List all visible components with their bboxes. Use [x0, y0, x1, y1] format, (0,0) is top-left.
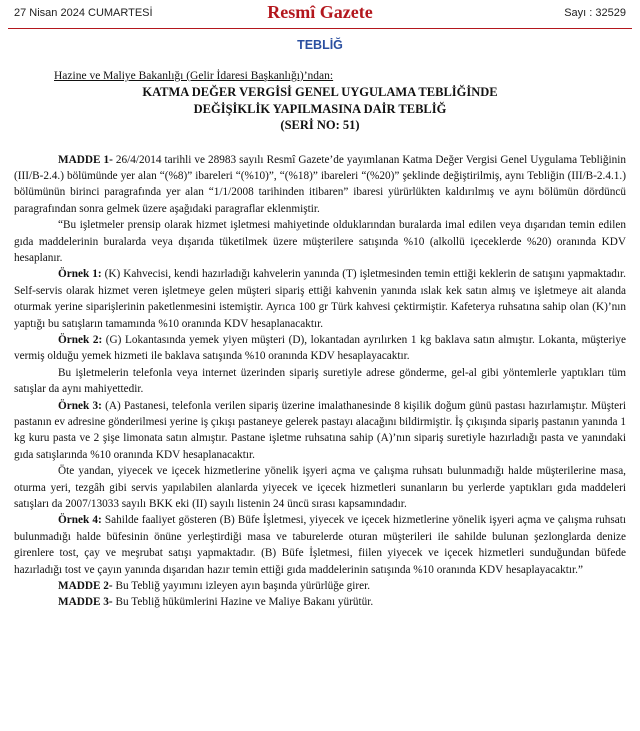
- example-3: [14, 398, 626, 464]
- paragraph: [14, 463, 626, 512]
- title-line: KATMA DEĞER VERGİSİ GENEL UYGULAMA TEBLİĞİNDE: [142, 85, 498, 99]
- section-heading: TEBLİĞ: [297, 38, 343, 52]
- example-lead: Örnek 2:: [58, 333, 103, 346]
- example-lead: Örnek 3:: [58, 399, 102, 412]
- article-lead: MADDE 1-: [58, 153, 113, 166]
- series-number: (SERİ NO: 51): [280, 118, 360, 132]
- article-lead: MADDE 3-: [58, 596, 113, 609]
- paragraph-text: (G) Lokantasında yemek yiyen müşteri (D), lokantadan ayrılırken 1 kg baklava satın almıştır. Lokanta, müşteriye vermiş olduğu yemek hizmeti ile baklava satışında %10 oranında KDV hesaplayacaktır.: [14, 333, 626, 363]
- paragraph-text: Öte yandan, yiyecek ve içecek hizmetlerine yönelik işyeri açma ve çalışma ruhsatı bulunmadığı halde müşterilerine masa, oturma yeri, tezgâh gibi servis yapılabilen alanlarda yiyecek ve içecek hizmetleri sunanların bu yerlerde yaptıkları gıda maddeleri satışları da 2007/13033 sayılı BKK eki (II) sayılı listenin 24 üncü sırası kapsamındadır.: [14, 465, 626, 511]
- article-1: [14, 152, 626, 218]
- example-lead: Örnek 4:: [58, 514, 102, 527]
- example-lead: Örnek 1:: [58, 268, 102, 281]
- document-title: [14, 84, 626, 134]
- paragraph-text: Bu işletmelerin telefonla veya internet üzerinden sipariş suretiyle adrese gönderme, gel-al gibi yöntemlerle yaptıkları tüm satışlar da aynı mahiyettedir.: [14, 366, 626, 396]
- paragraph-text: (K) Kahvecisi, kendi hazırladığı kahvelerin yanında (T) işletmesinden temin ettiği keklerin de satışını yapmaktadır. Self-servis olarak hizmet veren işletmeye gelen müşteri sipariş ettiği kahvenin yanında ıslak kek satın almış ve işletmeye ait alanda oturmak yerine siparişlerinin paketlenmesini istemiştir. Ayrıca 100 gr Türk kahvesi çektirmiştir. Kafeterya ruhsatına sahip olan (K)’nın yaptığı bu satışların tamamında %10 oranında KDV hesaplanacaktır.: [14, 268, 626, 330]
- title-line: DEĞİŞİKLİK YAPILMASINA DAİR TEBLİĞ: [193, 101, 447, 116]
- issue-date: 27 Nisan 2024 CUMARTESİ: [14, 7, 153, 19]
- paragraph-text: (A) Pastanesi, telefonla verilen sipariş üzerine imalathanesinde 8 kişilik doğum günü pastası hazırlamıştır. Müşteri pastanın ev adresine gönderilmesi yerine iş çıkışı pastaneye gelerek pastayı alacağını bildirmiştir. İş çıkışında sipariş pastanın yanında 1 kg kuru pasta ve 2 şişe limonata satın almıştır. Pastane işletme ruhsatına sahip (A)’nın sipariş suretiyle hazırladığı pasta ve yanındaki gıda satışlarında %10 oranında KDV hesaplanacaktır.: [14, 399, 626, 461]
- paragraph: [14, 365, 626, 398]
- article-2: [14, 578, 626, 594]
- example-1: [14, 266, 626, 332]
- article-3: [14, 594, 626, 610]
- paragraph-text: Bu Tebliğ yayımını izleyen ayın başında yürürlüğe girer.: [112, 580, 371, 593]
- document-body: [8, 69, 632, 611]
- paragraph-text: Bu Tebliğ hükümlerini Hazine ve Maliye Bakanı yürütür.: [112, 596, 374, 609]
- paragraph-text: Sahilde faaliyet gösteren (B) Büfe İşletmesi, yiyecek ve içecek hizmetlerine yönelik işyeri açma ve çalışma ruhsatı bulunmadığı halde büfesinin önüne yerleştirdiği masa ve taburelerde oturan müşterileri ile sahilde bulunan şezlonglarda denize girenlere tost, çay ve meşrubat satışı yapmaktadır. (B) Büfe İşletmesi, fiilen yiyecek ve içecek hizmetleri sunduğundan büfede hazırladığı tost ve çayın yanında dışarıdan hazır temin ettiği gıda maddelerinin satışında %10 oranında KDV hesaplayacaktır.”: [14, 514, 626, 576]
- quoted-paragraph: [14, 217, 626, 266]
- example-4: [14, 512, 626, 578]
- example-2: [14, 332, 626, 365]
- header-divider: [8, 28, 632, 29]
- gazette-title: Resmî Gazete: [267, 2, 373, 22]
- issuing-authority: Hazine ve Maliye Bakanlığı (Gelir İdaresi Başkanlığı)’ndan:: [54, 70, 334, 82]
- paragraph-text: 26/4/2014 tarihli ve 28983 sayılı Resmî Gazete’de yayımlanan Katma Değer Vergisi Genel Uygulama Tebliğinin (III/B-2.4.) bölümünde yer alan “(%8)” ibareleri “(%10)”, “(%18)” ibareleri “(%20)” şeklinde değiştirilmiş, aynı Tebliğin (III/B-2.4.1.) bölümünün birinci paragrafında yer alan “1/1/2008 tarihinden itibaren” ibaresi yürürlükten kaldırılmış ve aynı bölümün dördüncü paragrafından sonra gelmek üzere aşağıdaki paragraflar eklenmiştir.: [14, 153, 627, 215]
- paragraph-text: “Bu işletmeler prensip olarak hizmet işletmesi mahiyetinde olduklarından buralarda imal edilen veya dışarıdan temin edilen gıda maddelerinin buralarda veya dışarıda tüketilmek üzere müşterilere satışında %10 (alkollü içeceklerde %20) oranında KDV hesaplanır.: [14, 219, 626, 264]
- issue-number: Sayı : 32529: [564, 7, 626, 19]
- article-lead: MADDE 2-: [58, 580, 113, 593]
- gazette-header: [8, 0, 632, 28]
